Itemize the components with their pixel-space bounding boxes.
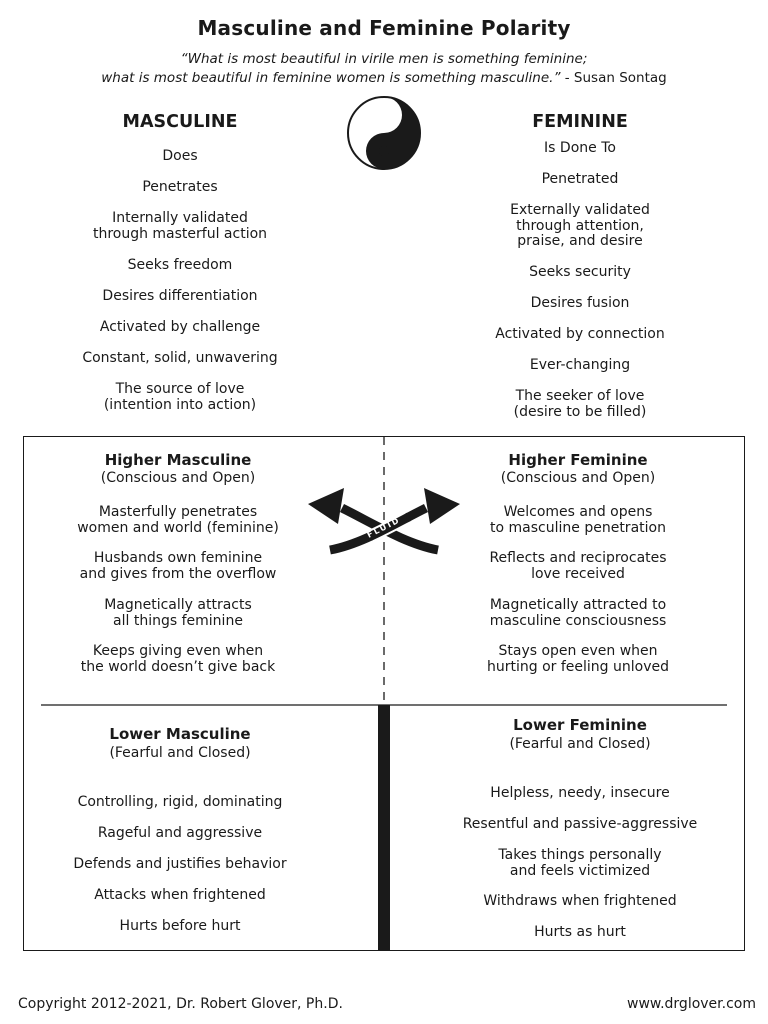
higher-masculine-item: Husbands own feminine and gives from the overflow: [79, 550, 277, 582]
quote-line-1: [0, 51, 768, 67]
lower-masculine-heading: Lower Masculine: [109, 725, 251, 743]
lower-feminine-heading: Lower Feminine: [513, 716, 647, 734]
masculine-item: Activated by challenge: [99, 319, 261, 335]
higher-masculine-item: Magnetically attracts all things feminine: [104, 597, 252, 629]
higher-masculine-item: Masterfully penetrates women and world (feminine): [77, 504, 279, 536]
higher-feminine-item: Magnetically attracted to masculine consciousness: [489, 597, 667, 629]
lower-feminine-item: Hurts as hurt: [534, 924, 626, 940]
feminine-item: Penetrated: [541, 171, 619, 187]
masculine-item: The source of love (intention into action): [103, 381, 257, 413]
feminine-item: Seeks security: [529, 264, 631, 280]
masculine-item: Penetrates: [142, 179, 218, 195]
masculine-item: Seeks freedom: [127, 257, 233, 273]
feminine-item: Externally validated through attention, praise, and desire: [510, 202, 650, 249]
higher-masculine-heading: Higher Masculine: [104, 451, 252, 469]
feminine-item: Ever-changing: [529, 357, 631, 373]
higher-feminine-item: Stays open even when hurting or feeling unloved: [487, 643, 669, 675]
higher-masculine-caption: (Conscious and Open): [100, 470, 256, 486]
lower-feminine-item: Resentful and passive-aggressive: [462, 816, 698, 832]
masculine-item: Internally validated through masterful action: [92, 210, 268, 242]
higher-feminine-caption: (Conscious and Open): [500, 470, 656, 486]
quote-text-2: what is most beautiful in feminine women is something masculine.”: [101, 70, 561, 86]
website-link[interactable]: www.drglover.com: [627, 996, 756, 1012]
lower-masculine-item: Hurts before hurt: [119, 918, 241, 934]
lower-feminine-caption: (Fearful and Closed): [509, 736, 651, 752]
lower-masculine-item: Attacks when frightened: [94, 887, 266, 903]
higher-masculine-item: Keeps giving even when the world doesn’t give back: [80, 643, 276, 675]
feminine-item: Is Done To: [544, 140, 616, 156]
lower-masculine-item: Controlling, rigid, dominating: [77, 794, 283, 810]
feminine-heading: FEMININE: [532, 112, 628, 132]
feminine-item: Activated by connection: [495, 326, 665, 342]
lower-feminine-item: Takes things personally and feels victimized: [498, 847, 662, 879]
quote-line-2: [0, 70, 768, 86]
masculine-item: Desires differentiation: [102, 288, 258, 304]
solid-divider: [378, 705, 390, 951]
lower-masculine-item: Rageful and aggressive: [97, 825, 263, 841]
fluid-label: FLUID: [365, 515, 403, 540]
lower-masculine-item: Defends and justifies behavior: [73, 856, 287, 872]
quote-author: - Susan Sontag: [560, 70, 667, 86]
higher-feminine-heading: Higher Feminine: [508, 451, 648, 469]
masculine-heading: MASCULINE: [122, 112, 238, 132]
copyright-text: Copyright 2012-2021, Dr. Robert Glover, Ph.D.: [18, 996, 343, 1012]
masculine-item: Does: [162, 148, 198, 164]
yin-yang-icon: [346, 95, 422, 171]
quote-text-1: “What is most beautiful in virile men is something feminine;: [180, 51, 588, 67]
dashed-divider: [378, 437, 390, 705]
higher-feminine-item: Reflects and reciprocates love received: [489, 550, 667, 582]
lower-masculine-caption: (Fearful and Closed): [109, 745, 251, 761]
feminine-item: The seeker of love (desire to be filled): [513, 388, 647, 420]
masculine-item: Constant, solid, unwavering: [82, 350, 278, 366]
feminine-item: Desires fusion: [530, 295, 630, 311]
higher-feminine-item: Welcomes and opens to masculine penetration: [490, 504, 666, 536]
lower-feminine-item: Withdraws when frightened: [483, 893, 677, 909]
lower-feminine-item: Helpless, needy, insecure: [490, 785, 670, 801]
page-title: Masculine and Feminine Polarity: [197, 16, 571, 40]
